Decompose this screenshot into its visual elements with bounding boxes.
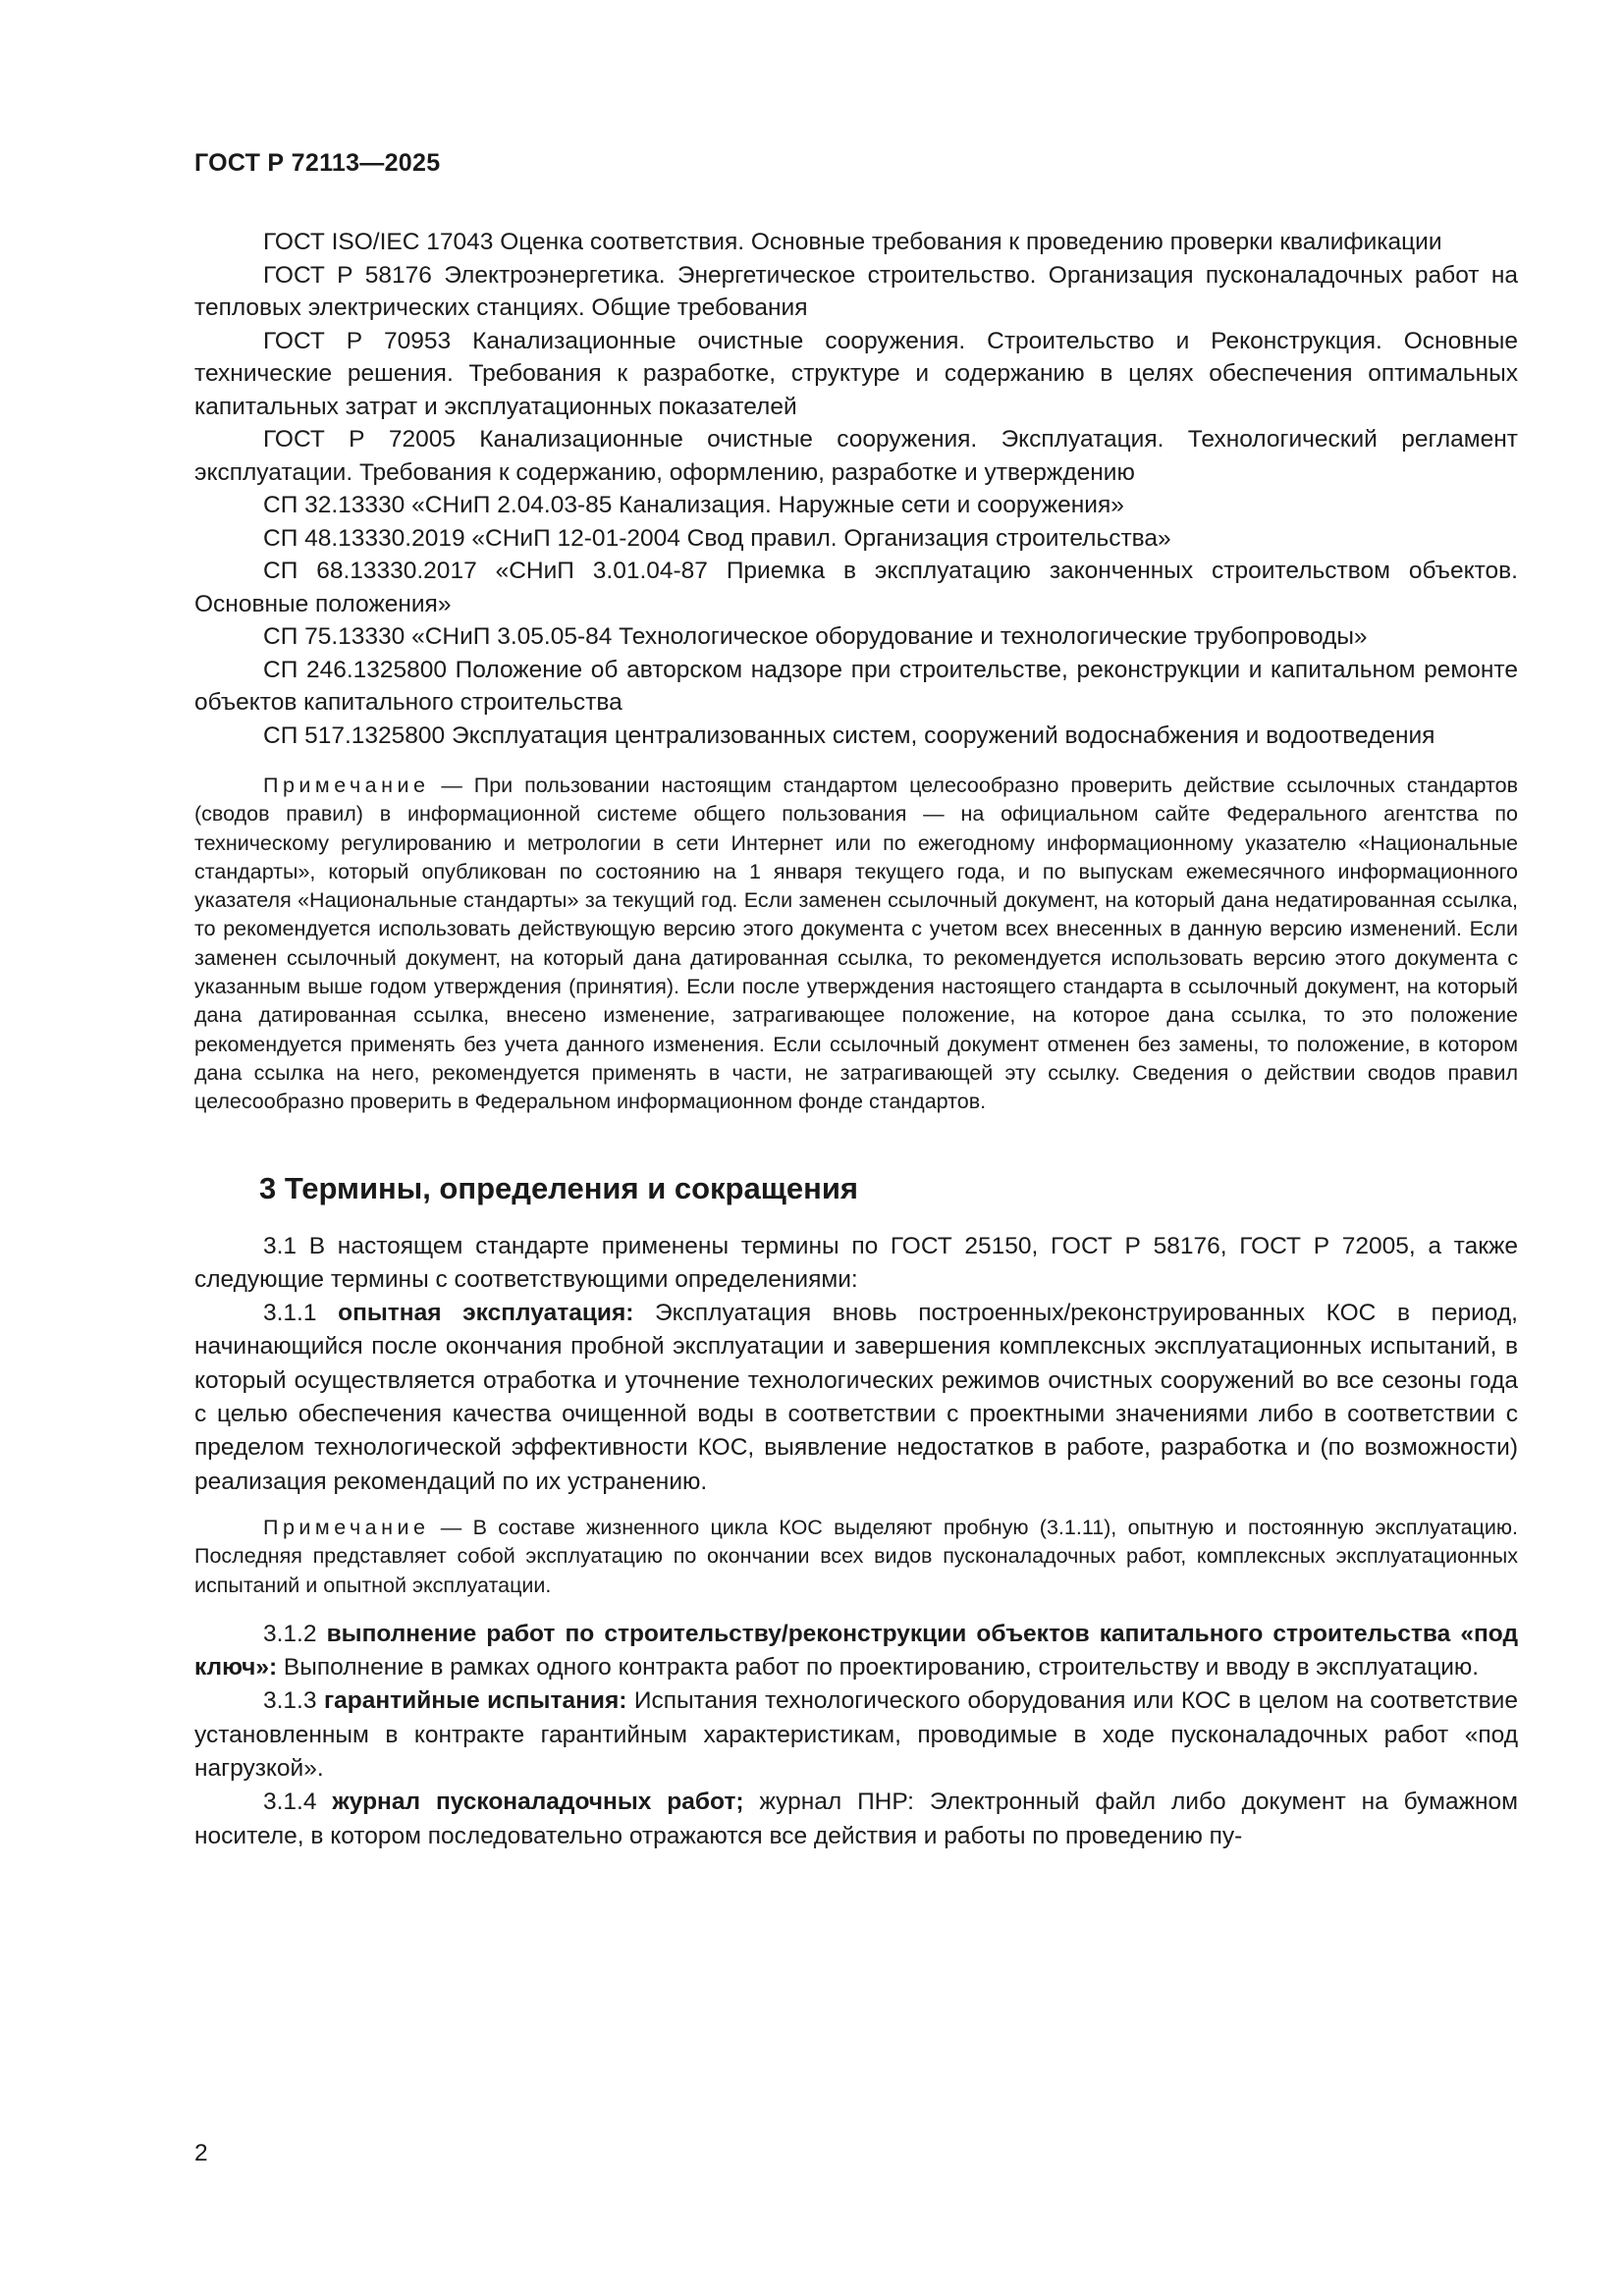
note-label: Примечание [263, 774, 430, 797]
term-number: 3.1.3 [263, 1687, 324, 1715]
term-definition: Эксплуатация вновь построенных/реконструированных КОС в период, начинающийся после окончания пробной эксплуатации и завершения комплексных эксплуатационных испытаний, в который осуществляется отработка и уточнение технологических режимов очистных сооружений во все сезоны года с целью обеспечения качества очищенной воды в соответствии с проектными значениями либо в соответствии с пределом технологической эффективности КОС, выявление недостатков в работе, разработка и (по возможности) реализация рекомендаций по их устранению. [194, 1300, 1518, 1495]
term-title: выполнение работ по строительству/реконструкции объектов капитального строительства «под ключ»: [194, 1620, 1518, 1682]
reference-entry: ГОСТ ISO/IEC 17043 Оценка соответствия. Основные требования к проведению проверки квалификации [263, 229, 1442, 255]
term-definition: Выполнение в рамках одного контракта работ по проектированию, строительству и вводу в эксплуатацию. [277, 1654, 1480, 1682]
term-3-1-3 [194, 1684, 1518, 1786]
reference-entry: СП 75.13330 «СНиП 3.05.05-84 Технологическое оборудование и технологические трубопроводы» [263, 623, 1368, 650]
page-number: 2 [194, 2140, 208, 2166]
references-note [194, 772, 1518, 1117]
reference-entry: ГОСТ Р 58176 Электроэнергетика. Энергетическое строительство. Организация пусконаладочных работ на тепловых электрических станциях. Общие требования [194, 261, 1518, 321]
term-title: журнал пусконаладочных работ; [332, 1789, 744, 1816]
document-header: ГОСТ Р 72113—2025 [194, 149, 441, 177]
term-3-1-4 [194, 1786, 1518, 1853]
term-3-1-1 [194, 1297, 1518, 1499]
note-text: — В составе жизненного цикла КОС выделяют пробную (3.1.11), опытную и постоянную эксплуатацию. Последняя представляет собой эксплуатацию по окончании всех видов пусконаладочных работ, комплексных эксплуатационных испытаний и опытной эксплуатации. [194, 1515, 1518, 1597]
term-number: 3.1.2 [263, 1620, 327, 1647]
reference-entry: СП 517.1325800 Эксплуатация централизованных систем, сооружений водоснабжения и водоотведения [263, 721, 1435, 749]
term-title: гарантийные испытания: [323, 1687, 627, 1715]
note-label: Примечание [263, 1515, 430, 1539]
note-text: — При пользовании настоящим стандартом целесообразно проверить действие ссылочных стандартов (сводов правил) в информационной системе общего пользования — на официальном сайте Федерального агентства по техническому регулированию и метрологии в сети Интернет или по ежегодному информационному указателю «Национальные стандарты», который опубликован по состоянию на 1 января текущего года, и по выпускам ежемесячного информационного указателя «Национальные стандарты» за текущий год. Если заменен ссылочный документ, на который дана недатированная ссылка, то рекомендуется использовать действующую версию этого документа с учетом всех внесенных в данную версию изменений. Если заменен ссылочный документ, на который дана датированная ссылка, то рекомендуется использовать версию этого документа с указанным выше годом утверждения (принятия). Если после утверждения настоящего стандарта в ссылочный документ, на который дана датированная ссылка, внесено изменение, затрагивающее положение, на которое дана ссылка, то это положение рекомендуется применять без учета данного изменения. Если ссылочный документ отменен без замены, то положение, в котором дана ссылка на него, рекомендуется применять в части, не затрагивающей эту ссылку. Сведения о действии сводов правил целесообразно проверить в Федеральном информационном фонде стандартов. [194, 774, 1518, 1114]
term-definition: журнал ПНР: Электронный файл либо документ на бумажном носителе, в котором последовательно отражаются все действия и работы по проведению пу- [194, 1789, 1518, 1849]
term-number: 3.1.1 [263, 1300, 339, 1327]
term-number: 3.1.4 [263, 1789, 333, 1816]
reference-entry: СП 68.13330.2017 «СНиП 3.01.04-87 Приемка в эксплуатацию законченных строительством объектов. Основные положения» [194, 558, 1518, 617]
section-heading: 3 Термины, определения и сокращения [259, 1170, 858, 1205]
page-content [194, 226, 1518, 1853]
reference-entry: ГОСТ Р 72005 Канализационные очистные сооружения. Эксплуатация. Технологический регламент эксплуатации. Требования к содержанию, оформлению, разработке и утверждению [194, 426, 1518, 486]
term-note [194, 1514, 1518, 1600]
term-title: опытная эксплуатация: [338, 1300, 634, 1327]
reference-entry: СП 246.1325800 Положение об авторском надзоре при строительстве, реконструкции и капитальном ремонте объектов капитального строительства [194, 656, 1518, 716]
section-intro: 3.1 В настоящем стандарте применены термины по ГОСТ 25150, ГОСТ Р 58176, ГОСТ Р 72005, а также следующие термины с соответствующими определениями: [194, 1232, 1518, 1293]
reference-entry: СП 48.13330.2019 «СНиП 12-01-2004 Свод правил. Организация строительства» [263, 524, 1171, 552]
reference-entry: ГОСТ Р 70953 Канализационные очистные сооружения. Строительство и Реконструкция. Основные технические решения. Требования к разработке, структуре и содержанию в целях обеспечения оптимальных капитальных затрат и эксплуатационных показателей [194, 327, 1518, 420]
term-definition: Испытания технологического оборудования или КОС в целом на соответствие установленным в контракте гарантийным характеристикам, проводимые в ходе пусконаладочных работ «под нагрузкой». [194, 1687, 1518, 1783]
term-3-1-2 [194, 1618, 1518, 1685]
reference-entry: СП 32.13330 «СНиП 2.04.03-85 Канализация. Наружные сети и сооружения» [263, 492, 1124, 518]
